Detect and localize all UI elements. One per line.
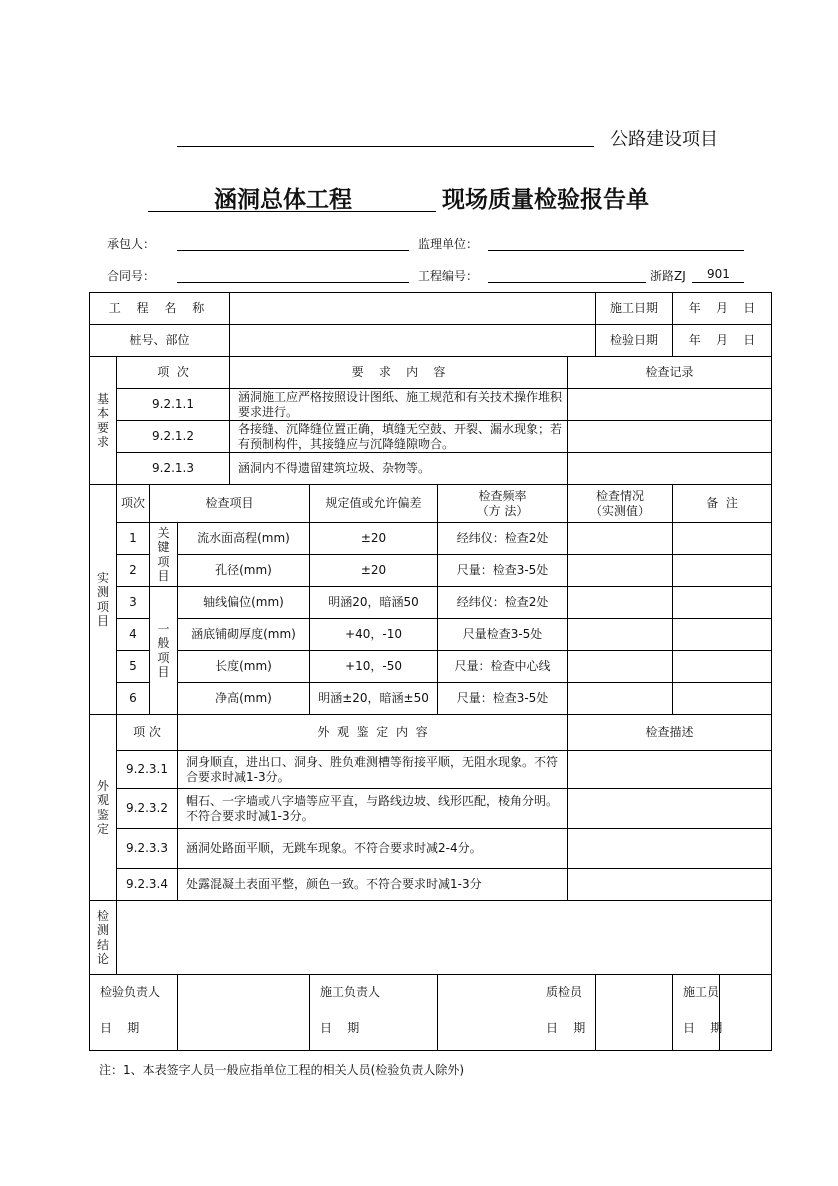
measured-index-header: 项次	[117, 485, 150, 523]
contractor-label: 承包人：	[107, 237, 156, 251]
sig-construction-lead-label: 施工负责人	[320, 985, 381, 999]
measured-item: 涵底铺砌厚度(mm)	[178, 619, 310, 651]
contractor-field[interactable]	[177, 250, 409, 251]
measured-index: 6	[117, 683, 150, 715]
appearance-text: 处露混凝土表面平整，颜色一致。不符合要求时减1-3分	[178, 869, 568, 901]
sig-quality-inspector-label: 质检员	[546, 985, 583, 999]
form-code-prefix: 浙路ZJ	[650, 269, 686, 283]
form-code-underline	[692, 282, 744, 283]
form-code-number: 901	[707, 267, 730, 281]
measured-index: 4	[117, 619, 150, 651]
sig-quality-inspector-field[interactable]	[596, 975, 673, 1051]
measured-tolerance: ±20	[310, 523, 438, 555]
sig-inspector-lead-date: 日 期	[100, 1021, 140, 1036]
appearance-code: 9.2.3.2	[117, 789, 178, 829]
measured-index: 2	[117, 555, 150, 587]
basic-record-header: 检查记录	[568, 357, 772, 389]
measured-remark-cell[interactable]	[673, 555, 772, 587]
conclusion-section-label: 检测结论	[90, 901, 117, 975]
appearance-desc-cell[interactable]	[568, 829, 772, 869]
measured-method: 尺量：检查3-5处	[438, 555, 568, 587]
measured-method: 尺量：检查中心线	[438, 651, 568, 683]
title-suffix: 现场质量检验报告单	[442, 187, 649, 213]
sig-quality-inspector	[438, 975, 596, 1051]
measured-remark-cell[interactable]	[673, 619, 772, 651]
project-name-line[interactable]	[177, 146, 594, 147]
measured-situation-cell[interactable]	[568, 619, 673, 651]
measured-situation-cell[interactable]	[568, 651, 673, 683]
measured-frequency-header: 检查频率 （方 法）	[438, 485, 568, 523]
sig-construction-lead-date: 日 期	[320, 1021, 360, 1036]
appearance-content-header: 外 观 鉴 定 内 容	[178, 715, 568, 751]
sig-constructor-date: 日 期	[683, 1021, 723, 1036]
inspection-form-table	[89, 292, 772, 1051]
basic-section-label: 基本要求	[90, 357, 117, 485]
basic-code: 9.2.1.1	[117, 389, 230, 421]
measured-item: 流水面高程(mm)	[178, 523, 310, 555]
appearance-code: 9.2.3.4	[117, 869, 178, 901]
conclusion-cell[interactable]	[117, 901, 772, 975]
measured-remark-cell[interactable]	[673, 683, 772, 715]
measured-remark-cell[interactable]	[673, 523, 772, 555]
appearance-code: 9.2.3.3	[117, 829, 178, 869]
sig-inspector-lead-label: 检验负责人	[100, 985, 161, 999]
measured-tolerance: +10，-50	[310, 651, 438, 683]
appearance-code: 9.2.3.1	[117, 751, 178, 789]
basic-code: 9.2.1.3	[117, 453, 230, 485]
inspection-date-value[interactable]: 年 月 日	[673, 325, 772, 357]
basic-record-cell[interactable]	[568, 389, 772, 421]
basic-text: 涵洞施工应严格按照设计图纸、施工规范和有关技术操作堆积要求进行。	[230, 389, 568, 421]
measured-situation-cell[interactable]	[568, 523, 673, 555]
appearance-section-label: 外观鉴定	[90, 715, 117, 901]
appearance-text: 涵洞处路面平顺，无跳车现象。不符合要求时减2-4分。	[178, 829, 568, 869]
measured-item: 长度(mm)	[178, 651, 310, 683]
basic-code: 9.2.1.2	[117, 421, 230, 453]
sig-constructor-label: 施工员	[683, 985, 720, 999]
measured-remark-cell[interactable]	[673, 651, 772, 683]
project-no-label: 工程编号：	[418, 269, 479, 283]
measured-remark-header: 备 注	[673, 485, 772, 523]
basic-record-cell[interactable]	[568, 421, 772, 453]
project-name-label: 工 程 名 称	[90, 293, 230, 325]
measured-tolerance: 明涵±20，暗涵±50	[310, 683, 438, 715]
measured-item-header: 检查项目	[150, 485, 310, 523]
construction-date-label: 施工日期	[596, 293, 673, 325]
measured-item: 孔径(mm)	[178, 555, 310, 587]
supervisor-field[interactable]	[488, 250, 744, 251]
project-no-field[interactable]	[488, 282, 646, 283]
appearance-desc-cell[interactable]	[568, 751, 772, 789]
basic-text: 各接缝、沉降缝位置正确，填缝无空鼓、开裂、漏水现象；若有预制构件，其接缝应与沉降缝隙吻合。	[230, 421, 568, 453]
measured-remark-cell[interactable]	[673, 587, 772, 619]
measured-method: 尺量：检查3-5处	[438, 683, 568, 715]
sig-constructor	[673, 975, 723, 1051]
measured-tolerance-header: 规定值或允许偏差	[310, 485, 438, 523]
measured-section-label: 实测项目	[90, 485, 117, 715]
measured-situation-cell[interactable]	[568, 555, 673, 587]
basic-text: 涵洞内不得遗留建筑垃圾、杂物等。	[230, 453, 568, 485]
station-value[interactable]	[230, 325, 596, 357]
measured-method: 经纬仪：检查2处	[438, 523, 568, 555]
measured-index: 1	[117, 523, 150, 555]
sig-inspector-lead-field[interactable]	[178, 975, 310, 1051]
contract-no-field[interactable]	[177, 282, 409, 283]
measured-index: 5	[117, 651, 150, 683]
project-suffix: 公路建设项目	[610, 129, 718, 150]
key-items-label: 关键项目	[150, 523, 178, 587]
measured-situation-cell[interactable]	[568, 683, 673, 715]
sig-constructor-field[interactable]	[720, 975, 772, 1051]
measured-tolerance: 明涵20，暗涵50	[310, 587, 438, 619]
basic-content-header: 要 求 内 容	[230, 357, 568, 389]
measured-situation-header: 检查情况 （实测值）	[568, 485, 673, 523]
title-underline	[148, 211, 436, 212]
sig-inspector-lead	[90, 975, 178, 1051]
sig-quality-inspector-date: 日 期	[546, 1021, 586, 1036]
measured-index: 3	[117, 587, 150, 619]
measured-item: 轴线偏位(mm)	[178, 587, 310, 619]
sig-construction-lead	[310, 975, 438, 1051]
title-project: 涵洞总体工程	[214, 187, 352, 213]
appearance-text: 帽石、一字墙或八字墙等应平直，与路线边坡、线形匹配，棱角分明。不符合要求时减1-3分。	[178, 789, 568, 829]
inspection-date-label: 检验日期	[596, 325, 673, 357]
appearance-desc-header: 检查描述	[568, 715, 772, 751]
supervisor-label: 监理单位：	[418, 237, 479, 251]
measured-item: 净高(mm)	[178, 683, 310, 715]
general-items-label: 一般项目	[150, 587, 178, 715]
measured-tolerance: +40，-10	[310, 619, 438, 651]
construction-date-value[interactable]: 年 月 日	[673, 293, 772, 325]
measured-situation-cell[interactable]	[568, 587, 673, 619]
measured-tolerance: ±20	[310, 555, 438, 587]
measured-method: 经纬仪：检查2处	[438, 587, 568, 619]
basic-record-cell[interactable]	[568, 453, 772, 485]
appearance-desc-cell[interactable]	[568, 869, 772, 901]
contract-no-label: 合同号：	[107, 269, 156, 283]
measured-method: 尺量检查3-5处	[438, 619, 568, 651]
station-label: 桩号、部位	[90, 325, 230, 357]
project-name-value[interactable]	[230, 293, 596, 325]
appearance-desc-cell[interactable]	[568, 789, 772, 829]
appearance-text: 洞身顺直，进出口、洞身、胜负难测槽等衔接平顺，无阻水现象。不符合要求时减1-3分。	[178, 751, 568, 789]
footnote: 注：1、本表签字人员一般应指单位工程的相关人员(检验负责人除外)	[99, 1063, 465, 1077]
basic-item-header: 项 次	[117, 357, 230, 389]
appearance-item-header: 项 次	[117, 715, 178, 751]
